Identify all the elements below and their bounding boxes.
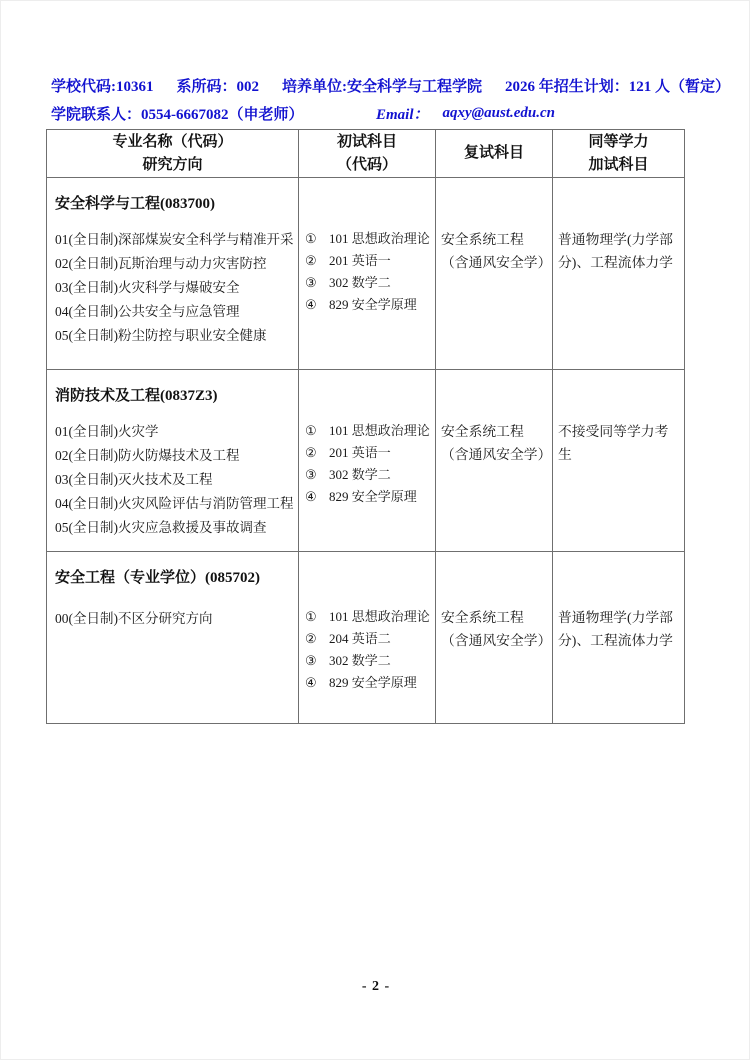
table-header-row <box>47 130 685 178</box>
equivalency-cell: 普通物理学(力学部分)、工程流体力学 <box>553 178 685 370</box>
email-label: Email： <box>376 107 429 123</box>
retest-cell: 安全系统工程（含通风安全学） <box>436 178 553 370</box>
exam-item <box>305 442 435 464</box>
initial-exam-cell <box>299 178 436 370</box>
research-directions <box>55 228 296 348</box>
program-title: 安全工程（专业学位）(085702) <box>55 570 260 586</box>
exam-number: ② <box>305 445 317 460</box>
table-row <box>47 552 685 724</box>
column-header-equivalency-line2: 加试科目 <box>588 156 649 173</box>
major-cell <box>47 552 299 724</box>
exam-item <box>305 294 435 316</box>
exam-number: ② <box>305 253 317 268</box>
research-directions <box>55 607 296 631</box>
direction-item: 02(全日制)防火防爆技术及工程 <box>55 448 240 463</box>
exam-item <box>305 628 435 650</box>
admissions-table <box>46 129 685 724</box>
email-block <box>376 100 555 127</box>
exam-subject: 101 思想政治理论 <box>329 423 430 438</box>
exam-number: ① <box>305 231 317 246</box>
program-title: 安全科学与工程(083700) <box>55 196 215 212</box>
column-header-initial-exam-line2: （代码） <box>336 156 397 173</box>
equivalency-cell: 不接受同等学力考生 <box>553 370 685 552</box>
exam-item <box>305 672 435 694</box>
exam-item <box>305 420 435 442</box>
exam-number: ① <box>305 609 317 624</box>
exam-item <box>305 486 435 508</box>
column-header-initial-exam <box>299 130 436 178</box>
exam-item <box>305 606 435 628</box>
direction-item: 04(全日制)火灾风险评估与消防管理工程 <box>55 496 294 511</box>
exam-item <box>305 650 435 672</box>
program-title: 消防技术及工程(0837Z3) <box>55 388 218 404</box>
exam-subject: 204 英语二 <box>329 631 391 646</box>
document-header <box>51 72 731 127</box>
exam-number: ④ <box>305 675 317 690</box>
column-header-major <box>47 130 299 178</box>
research-directions <box>55 420 296 540</box>
department-code: 系所码：002 <box>176 79 260 95</box>
contact-person: 学院联系人：0554-6667082（申老师） <box>51 107 304 123</box>
direction-item: 05(全日制)火灾应急救援及事故调查 <box>55 520 267 535</box>
exam-number: ③ <box>305 275 317 290</box>
column-header-equivalency <box>553 130 685 178</box>
retest-cell: 安全系统工程（含通风安全学） <box>436 370 553 552</box>
column-header-retest-label: 复试科目 <box>463 145 524 161</box>
exam-subject: 201 英语一 <box>329 445 391 460</box>
exam-subject: 101 思想政治理论 <box>329 231 430 246</box>
header-line-1 <box>51 72 731 99</box>
exam-number: ④ <box>305 297 317 312</box>
exam-subject: 829 安全学原理 <box>329 675 417 690</box>
exam-item <box>305 272 435 294</box>
column-header-major-line2: 研究方向 <box>142 156 203 173</box>
exam-subject: 201 英语一 <box>329 253 391 268</box>
exam-number: ① <box>305 423 317 438</box>
exam-subject: 302 数学二 <box>329 653 391 668</box>
major-cell <box>47 178 299 370</box>
table-row <box>47 370 685 552</box>
column-header-major-line1: 专业名称（代码） <box>112 133 233 150</box>
equivalency-cell: 普通物理学(力学部分)、工程流体力学 <box>553 552 685 724</box>
exam-number: ② <box>305 631 317 646</box>
exam-subject: 829 安全学原理 <box>329 297 417 312</box>
initial-exam-cell <box>299 552 436 724</box>
direction-item: 01(全日制)深部煤炭安全科学与精准开采 <box>55 232 294 247</box>
exam-subject: 302 数学二 <box>329 275 391 290</box>
school-code: 学校代码:10361 <box>51 79 154 95</box>
exam-subject: 302 数学二 <box>329 467 391 482</box>
direction-item: 03(全日制)火灾科学与爆破安全 <box>55 280 240 295</box>
column-header-retest <box>436 130 553 178</box>
exam-number: ④ <box>305 489 317 504</box>
exam-subject: 101 思想政治理论 <box>329 609 430 624</box>
training-unit: 培养单位:安全科学与工程学院 <box>282 79 483 95</box>
email-address: aqxy@aust.edu.cn <box>442 105 556 121</box>
enrollment-plan: 2026 年招生计划：121 人（暂定） <box>505 79 731 95</box>
direction-item: 03(全日制)灭火技术及工程 <box>55 472 213 487</box>
table-row <box>47 178 685 370</box>
exam-item <box>305 250 435 272</box>
exam-item <box>305 228 435 250</box>
initial-exam-cell <box>299 370 436 552</box>
column-header-equivalency-line1: 同等学力 <box>588 133 649 150</box>
direction-item: 05(全日制)粉尘防控与职业安全健康 <box>55 328 267 343</box>
page-number: - 2 - <box>361 979 391 994</box>
exam-item <box>305 464 435 486</box>
retest-cell: 安全系统工程（含通风安全学） <box>436 552 553 724</box>
exam-subject: 829 安全学原理 <box>329 489 417 504</box>
exam-number: ③ <box>305 467 317 482</box>
direction-item: 04(全日制)公共安全与应急管理 <box>55 304 240 319</box>
direction-item: 02(全日制)瓦斯治理与动力灾害防控 <box>55 256 267 271</box>
exam-number: ③ <box>305 653 317 668</box>
direction-item: 01(全日制)火灾学 <box>55 424 159 439</box>
header-line-2 <box>51 100 711 127</box>
column-header-initial-exam-line1: 初试科目 <box>336 133 397 150</box>
direction-item: 00(全日制)不区分研究方向 <box>55 611 213 626</box>
major-cell <box>47 370 299 552</box>
